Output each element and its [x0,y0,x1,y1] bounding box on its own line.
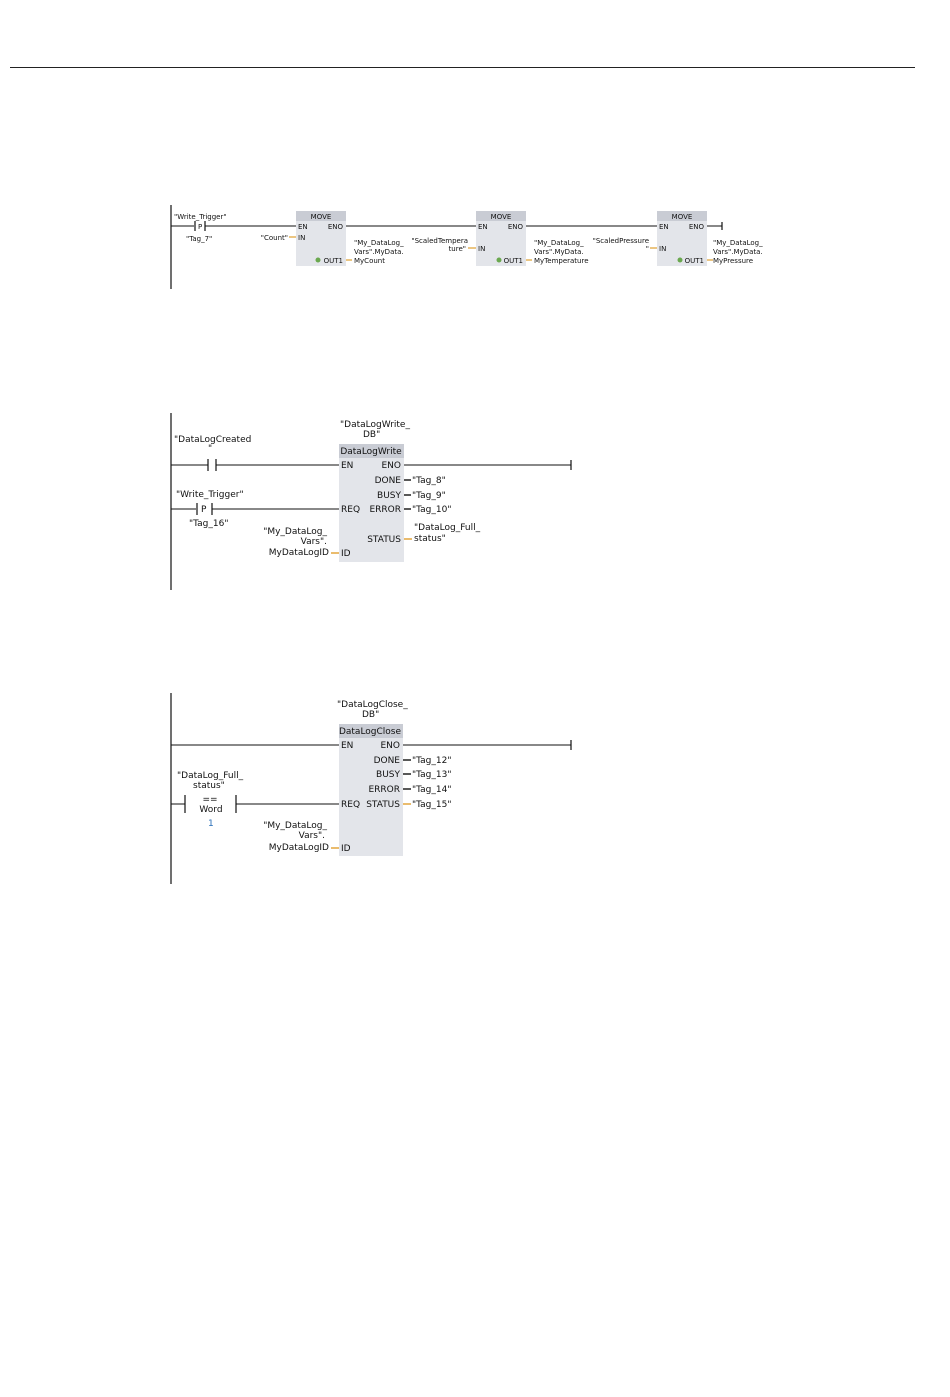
status-tag: "Tag_15" [412,800,452,810]
edge-memory-tag: "Tag_7" [186,235,213,243]
pin-done: DONE [373,756,400,766]
id-operand-line3: MyDataLogID [268,548,329,558]
pin-out: OUT1 [503,257,523,265]
status-tag-line1: "DataLog_Full_ [414,523,481,533]
db-name-line1: "DataLogWrite_ [340,420,410,430]
pin-en: EN [659,223,669,231]
pin-in: IN [659,245,667,253]
error-tag: "Tag_10" [412,505,452,515]
pin-en: EN [298,223,308,231]
network-3 [171,693,571,884]
trigger-tag-label: "Write_Trigger" [176,490,244,500]
trigger-tag-label: "Write_Trigger" [174,213,227,221]
db-name-line2: DB" [363,430,381,440]
compare-type: Word [199,805,223,815]
pin-done: DONE [374,476,401,486]
pin-eno: ENO [507,223,523,231]
move2-out-line3: MyTemperature [534,257,589,265]
id-operand-line2: Vars". [298,831,325,841]
output-indicator-icon [678,258,683,263]
pin-id: ID [341,844,351,854]
compare-operator: == [202,795,218,805]
compare-tag-line1: "DataLog_Full_ [177,771,244,781]
block-title: DataLogWrite [340,447,402,457]
pin-en: EN [478,223,488,231]
pin-req: REQ [341,505,361,515]
move3-in-line1: "ScaledPressure [592,237,649,245]
id-operand-line2: Vars". [300,537,327,547]
pin-status: STATUS [366,800,400,810]
created-tag-label: "DataLogCreated [174,435,252,445]
pin-error: ERROR [368,785,400,795]
pin-busy: BUSY [377,491,401,501]
pin-status: STATUS [367,535,401,545]
block-title: MOVE [490,213,512,221]
move3-out-line1: "My_DataLog_ [713,239,763,247]
block-title: DataLogClose [338,727,402,737]
id-operand-line3: MyDataLogID [268,843,329,853]
created-tag-label-2: " [208,444,213,454]
network-1 [171,205,763,289]
output-indicator-icon [316,258,321,263]
block-title: MOVE [310,213,332,221]
edge-memory-tag: "Tag_16" [189,519,229,529]
id-operand-line1: "My_DataLog_ [263,821,327,831]
busy-tag: "Tag_13" [412,770,452,780]
datalogwrite-block [339,444,404,562]
block-title: MOVE [671,213,693,221]
pin-eno: ENO [381,461,401,471]
pin-en: EN [341,461,354,471]
move2-in-line1: "ScaledTempera [411,237,468,245]
done-tag: "Tag_8" [412,476,446,486]
pin-error: ERROR [369,505,401,515]
move-block-2 [476,211,526,266]
pin-id: ID [341,549,351,559]
move1-in-operand: "Count" [260,234,288,242]
move2-out-line2: Vars".MyData. [534,248,584,256]
pin-req: REQ [341,800,361,810]
p-contact-symbol: P [201,505,207,515]
pin-eno: ENO [327,223,343,231]
pin-eno: ENO [688,223,704,231]
p-contact-symbol: P [198,223,203,231]
move3-in-line2: " [645,245,649,253]
pin-out: OUT1 [684,257,704,265]
pin-eno: ENO [380,741,400,751]
id-operand-line1: "My_DataLog_ [263,527,327,537]
move2-in-line2: ture" [448,245,466,253]
move1-out-line2: Vars".MyData. [354,248,404,256]
busy-tag: "Tag_9" [412,491,446,501]
done-tag: "Tag_12" [412,756,452,766]
network-2 [171,413,571,590]
move3-out-line2: Vars".MyData. [713,248,763,256]
compare-value: 1 [208,819,214,829]
move-block-1 [296,211,346,266]
pin-in: IN [478,245,486,253]
db-name-line2: DB" [362,710,380,720]
db-name-line1: "DataLogClose_ [337,700,408,710]
compare-tag-line2: status" [193,781,225,791]
pin-out: OUT1 [323,257,343,265]
move3-out-line3: MyPressure [713,257,754,265]
status-tag-line2: status" [414,534,446,544]
datalogclose-block [339,724,403,856]
error-tag: "Tag_14" [412,785,452,795]
pin-busy: BUSY [376,770,400,780]
pin-en: EN [341,741,354,751]
move1-out-line3: MyCount [354,257,385,265]
move-block-3 [657,211,707,266]
move1-out-line1: "My_DataLog_ [354,239,404,247]
move2-out-line1: "My_DataLog_ [534,239,584,247]
output-indicator-icon [497,258,502,263]
pin-in: IN [298,234,306,242]
